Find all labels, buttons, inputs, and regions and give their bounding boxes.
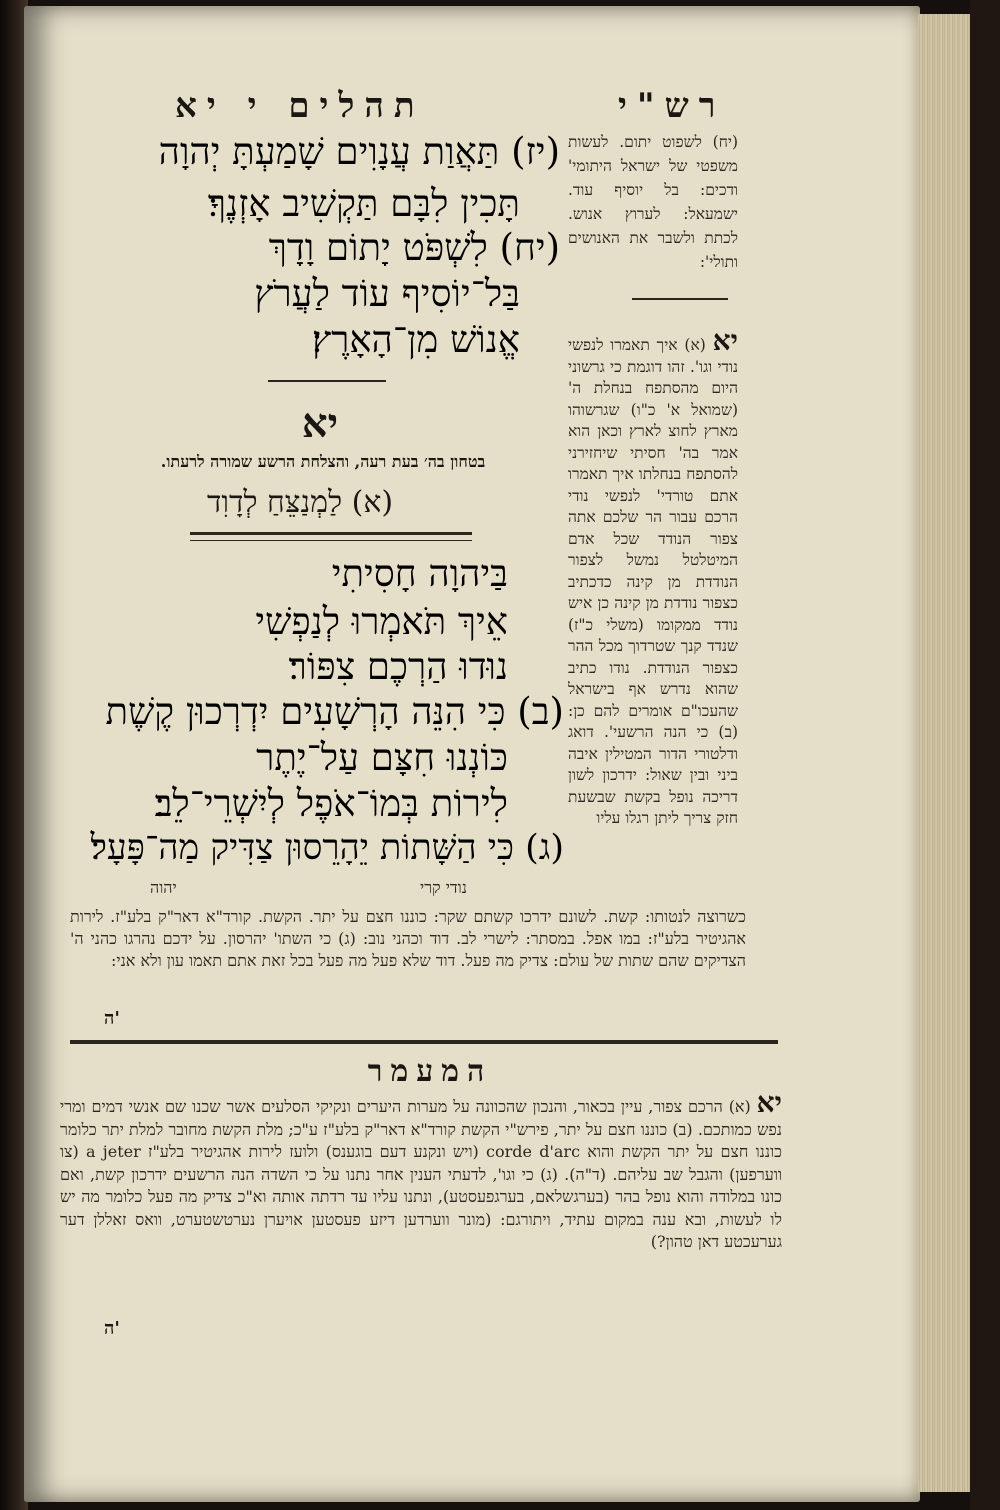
running-header-commentary: רש"י [618, 86, 726, 126]
chapter-number: יא [301, 400, 339, 447]
chapter-summary: בטחון בה׳ בעת רעה, והצלחת הרשע שמורה לרעתו. [160, 452, 486, 471]
rashi-main-column [568, 324, 738, 830]
verse-line: כּוֹנְנוּ חִצָּם עַל־יֶתֶר [256, 736, 508, 779]
verse-line: (יח) לִשְׁפֹּט יָתוֹם וָדָךְ [268, 226, 560, 269]
kri-ktiv-middle: נודי קרי [420, 878, 467, 897]
verse-line: (ג) כִּי הַשָּׁתוֹת יֵהָרֵסוּן צַדִּיק מַה־פָּעָל׃ [90, 828, 564, 868]
page-edges [918, 14, 972, 1492]
verse-line: תָּכִין לִבָּם תַּקְשִׁיב אָזְנֶךָ׃ [207, 182, 520, 225]
measef-text: (א) הרכם צפור, עיין בכאור, והנכון שהכוונה על מערות היערים ונקיקי הסלעים אשר שכנו שם אנשי דמים ומרי נפש כמותכם. (ב) כוננו חצם על יתר, פירש"י הקשת קורד"א דאר"ק בלע"ז ע"כ; מלת הקשת מחובר למלת יתר כלומר כוננו חצם על יתר הקשת והוא corde d'arc (ויש ונקנע דעם בוגענס) ולועז לירות אהגיטיר בלע"ז a jeter (צו ווערפען) והגבל שב עליהם. (ד"ה). (ג) כי וגו', לדעתי הענין אחר נתנו על כי השדה הנה הרשעים ידרכון קשת, ואם כונו במלודה והוא נופל בהר (בערגשלאם, בערגפעסטע), ונתנו עליו עד רדתה אותה וא"כ צדיק מה פעל כלומר מה יש לו לעשות, ובא ענה במקום עתיד, ויתורגם: (מונר ווערדען דיזע פעסטען אויערן נערטשטערט, וואס זאללן דער גערעכטע דאן טהון?) [60, 1097, 783, 1251]
running-header-book: תהלים י יא [175, 86, 425, 126]
psalm-title: (א) לַמְנַצֵּחַ לְדָוִד [206, 485, 394, 520]
measef-chapter-marker: יא [756, 1086, 782, 1119]
page-signature: ה' [104, 1008, 120, 1029]
kri-ktiv-left: יהוה [150, 878, 177, 897]
rashi-chapter-marker: יא [712, 324, 738, 357]
verse-line: (ב) כִּי הִנֵּה הָרְשָׁעִים יִדְרְכוּן קֶשֶׁת [105, 690, 564, 733]
back-cover-edge [970, 0, 1000, 1510]
verse-line: לִירוֹת בְּמוֹ־אֹפֶל לְיִשְׁרֵי־לֵב׃ [154, 782, 508, 825]
page-signature-bottom: ה' [104, 1318, 120, 1339]
measef-commentary [60, 1086, 783, 1254]
rashi-continuation: כשרוצה לנטותו: קשת. לשונם ידרכו קשתם שקר: כוננו חצם על יתר. הקשת. קורד"א דאר"ק בלע"ז. לירות אהגיטיר בלע"ז: במו אפל. במסתר: לישרי לב. דוד וכהני נוב: (ג) כי השתו' יהרסון. על ידכם נהרגו כהני ה' הצדיקים שהם שתות של עולם: צדיק מה פעל. דוד שלא פעל מה פעל בכל זאת אתם תאמו עון ולא אני: [70, 907, 746, 970]
verse-line: אֱנוֹשׁ מִן־הָאָרֶץ׃ [311, 318, 520, 361]
rashi-top-block: (יח) לשפוט יתום. לעשות משפטי של ישראל היתומי' ודכים: בל יוסיף עוד. ישמעאל: לערוץ אנוש. לכתת ולשבר את האנושים ותולי': [568, 133, 738, 271]
verse-line: (יז) תַּאֲוַת עֲנָוִים שָׁמַעְתָּ יְהוָה [158, 130, 560, 173]
rashi-main-text: (א) איך תאמרו לנפשי נודי וגו'. זהו דוגמת כי גרשוני היום מהסתפח בנחלת ה' (שמואל א' כ"ו) שגרשוהו מארץ לחוצ לארץ וכאן הוא אמר בה' חסיתי שיחזירני להסתפח בנחלתו איך תאמרו אתם טורדי' לנפשי נודי הרכם עבור הר שלכם אתה צפור הנודד שכל אדם המיטלטל נמשל לצפור הנודדת מן קינה כדכתיב כצפור נודדת מן קינה כן איש נודד ממקומו (משלי כ"ז) שנדד קנך שטרדוך מכל ההר כצפור הנודדת. נודו כתיב שהוא נדרש אף בישראל שהעכו"ם אומרים להם כן: (ב) כי הנה הרשעי'. דואג ודלטורי הדור המטילין איבה ביני ובין שאול: ידרכון לשון דריכה נופל בקשת שבשעת חזק צריך ליתן רגלו עליו [568, 336, 738, 827]
measef-heading: המעמר [367, 1054, 493, 1089]
verse-line: בַּיהוָה חָסִיתִי [331, 552, 508, 595]
verse-divider [268, 380, 386, 382]
verse-line: נוּדוּ הַרְכֶם צִפּוֹר׃ [288, 645, 508, 688]
verse-line: אֵיךְ תֹּאמְרוּ לְנַפְשִׁי [255, 600, 508, 643]
rashi-divider [632, 298, 728, 300]
title-double-rule [190, 532, 472, 535]
title-double-rule-thin [190, 540, 472, 541]
verse-line: בַּל־יוֹסִיף עוֹד לַעֲרֹץ [254, 272, 520, 315]
section-rule [70, 1040, 778, 1044]
